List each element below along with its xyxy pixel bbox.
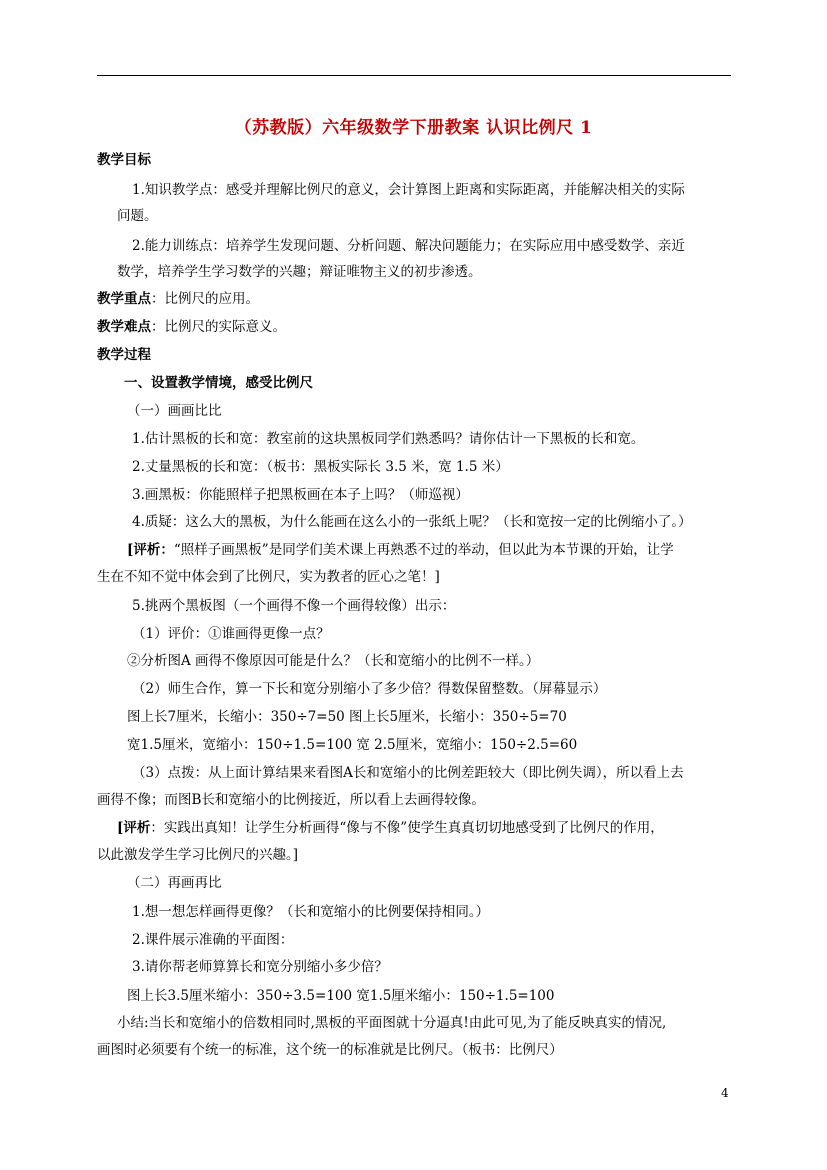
body-line: 2.课件展示准确的平面图：: [132, 932, 294, 948]
body-line: （3）点拨：从上面计算结果来看图A长和宽缩小的比例差距较大（即比例失调），所以看上去: [132, 765, 684, 781]
body-line: 5.挑两个黑板图（一个画得不像一个画得较像）出示：: [132, 598, 456, 614]
body-line: 1.想一想怎样画得更像？（长和宽缩小的比例要保持相同。）: [132, 904, 490, 920]
goals-heading: 教学目标: [97, 152, 151, 168]
comment-2-line-1: [117, 818, 664, 838]
goal-2-line-1: 2.能力训练点：培养学生发现问题、分析问题、解决问题能力；在实际应用中感受数学、亲近: [132, 238, 685, 254]
body-line: 2.丈量黑板的长和宽：（板书：黑板实际长 3.5 米，宽 1.5 米）: [132, 459, 509, 475]
comment-1-line-1: [127, 540, 674, 560]
comment-1-label: [评析：: [127, 542, 174, 558]
subsection-1-heading: （一）画画比比: [127, 403, 222, 419]
calc-line: 宽1.5厘米，宽缩小：150÷1.5=100 宽 2.5厘米，宽缩小：150÷2.5=60: [127, 737, 578, 753]
key-point: [97, 289, 259, 309]
header-rule: [97, 75, 731, 76]
comment-2-line-2: 以此激发学生学习比例尺的兴趣。]: [97, 847, 299, 863]
comment-1-text: “照样子画黑板”是同学们美术课上再熟悉不过的举动，但以此为本节课的开始，让学: [173, 542, 674, 558]
summary-line-1: 小结:当长和宽缩小的倍数相同时,黑板的平面图就十分逼真!由此可见,为了能反映真实的情况,: [117, 1015, 667, 1031]
difficulty-text: ：比例尺的实际意义。: [151, 319, 286, 335]
key-point-text: ：比例尺的应用。: [151, 291, 259, 307]
body-line: 4.质疑：这么大的黑板，为什么能画在这么小的一张纸上呢？（长和宽按一定的比例缩小了。）: [132, 514, 692, 530]
body-line: （2）师生合作，算一下长和宽分别缩小了多少倍？得数保留整数。（屏幕显示）: [132, 681, 607, 697]
section-1-heading: 一、设置教学情境，感受比例尺: [124, 375, 313, 391]
calc-line: 图上长3.5厘米缩小：350÷3.5=100 宽1.5厘米缩小：150÷1.5=100: [127, 988, 555, 1004]
difficulty-label: 教学难点: [97, 319, 151, 335]
process-heading: 教学过程: [97, 347, 151, 363]
calc-line: 图上长7厘米，长缩小：350÷7=50 图上长5厘米，长缩小：350÷5=70: [127, 709, 567, 725]
body-line: ②分析图A 画得不像原因可能是什么？（长和宽缩小的比例不一样。）: [127, 653, 540, 669]
key-point-label: 教学重点: [97, 291, 151, 307]
goal-1-line-1: 1.知识教学点：感受并理解比例尺的意义，会计算图上距离和实际距离，并能解决相关的实际: [132, 182, 685, 198]
page-number: 4: [721, 1086, 729, 1100]
comment-2-label: [评析: [117, 820, 151, 836]
body-line: 3.请你帮老师算算长和宽分别缩小多少倍？: [132, 959, 388, 975]
difficulty-point: [97, 317, 286, 337]
body-line: 画得不像；而图B长和宽缩小的比例接近，所以看上去画得较像。: [97, 792, 485, 808]
comment-1-line-2: 生在不知不觉中体会到了比例尺，实为教者的匠心之笔！]: [97, 569, 440, 585]
body-line: 1.估计黑板的长和宽：教室前的这块黑板同学们熟悉吗？请你估计一下黑板的长和宽。: [132, 431, 645, 447]
goal-2-line-2: 数学，培养学生学习数学的兴趣；辩证唯物主义的初步渗透。: [117, 264, 482, 280]
summary-line-2: 画图时必须要有个统一的标准，这个统一的标准就是比例尺。（板书：比例尺）: [97, 1042, 563, 1058]
document-title: （苏教版）六年级数学下册教案 认识比例尺 1: [234, 118, 593, 138]
goal-1-line-2: 问题。: [117, 208, 158, 224]
subsection-2-heading: （二）再画再比: [127, 875, 222, 891]
body-line: （1）评价：①谁画得更像一点？: [132, 626, 330, 642]
body-line: 3.画黑板：你能照样子把黑板画在本子上吗？（师巡视）: [132, 487, 469, 503]
comment-2-text: ：实践出真知！让学生分析画得“像与不像”使学生真真切切地感受到了比例尺的作用，: [150, 820, 664, 836]
